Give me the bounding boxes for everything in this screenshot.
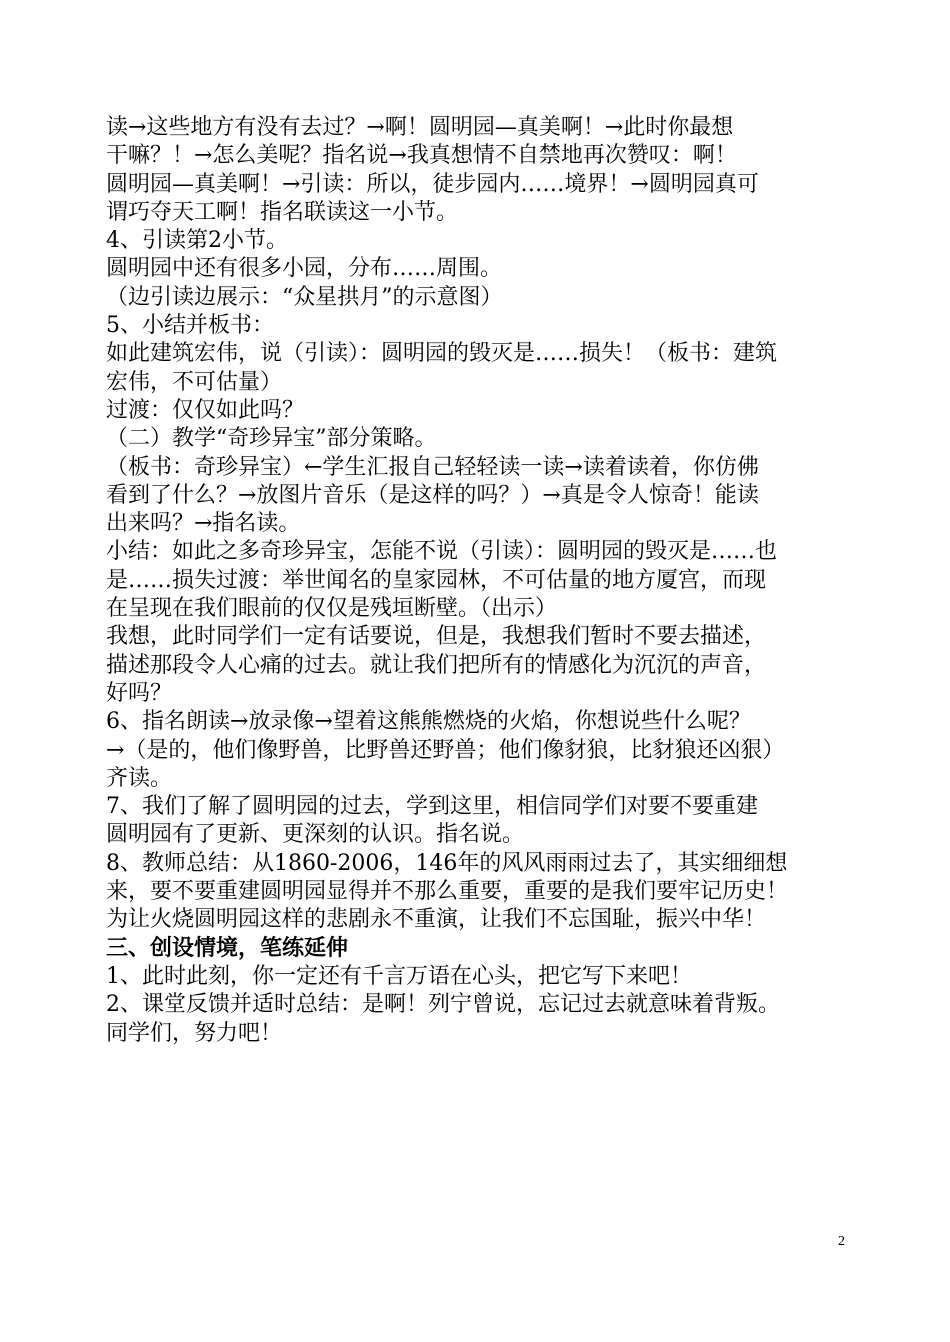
- text-line: 4、引读第2小节。: [106, 228, 288, 254]
- text-line: 好吗？: [106, 680, 173, 706]
- text-line: 宏伟，不可估量）: [106, 369, 283, 395]
- text-line: （二）教学“奇珍异宝”部分策略。: [106, 426, 437, 452]
- text-line: 我想，此时同学们一定有话要说，但是，我想我们暂时不要去描述，: [106, 624, 767, 650]
- text-line: 2、课堂反馈并适时总结：是啊！列宁曾说，忘记过去就意味着背叛。: [106, 992, 780, 1018]
- page-number: 2: [838, 1234, 845, 1249]
- text-line: 看到了什么？→放图片音乐（是这样的吗？）→真是令人惊奇！能读: [106, 482, 759, 508]
- text-line: 小结：如此之多奇珍异宝，怎能不说（引读）：圆明园的毁灭是……也: [106, 539, 778, 565]
- text-line: 如此建筑宏伟，说（引读）：圆明园的毁灭是……损失！（板书：建筑: [106, 341, 778, 367]
- text-line: 出来吗？→指名读。: [106, 511, 301, 537]
- text-line: 5、小结并板书：: [106, 313, 274, 339]
- document-body: [106, 114, 854, 1048]
- text-line: 圆明园有了更新、更深刻的认识。指名说。: [106, 822, 525, 848]
- text-line: →（是的，他们像野兽，比野兽还野兽；他们像豺狼，比豺狼还凶狠）: [106, 737, 785, 763]
- text-line: 谓巧夺天工啊！指名联读这一小节。: [106, 199, 459, 225]
- text-line: 读→这些地方有没有去过？→啊！圆明园—真美啊！→此时你最想: [106, 115, 734, 140]
- text-line: 是……损失过渡：举世闻名的皇家园林，不可估量的地方厦宫，而现: [106, 567, 767, 593]
- text-line: 描述那段令人心痛的过去。就让我们把所有的情感化为沉沉的声音，: [106, 652, 767, 678]
- text-line: （边引读边展示：“众星拱月”的示意图）: [106, 284, 503, 310]
- text-line: 为让火烧圆明园这样的悲剧永不重演，让我们不忘国耻，振兴中华！: [106, 907, 767, 933]
- text-line: 6、指名朗读→放录像→望着这熊熊燃烧的火焰，你想说些什么呢？: [106, 709, 751, 735]
- text-line: 圆明园中还有很多小园，分布……周围。: [106, 256, 503, 282]
- text-line: 8、教师总结：从1860-2006，146年的风风雨雨过去了，其实细细想: [106, 850, 788, 876]
- text-line: 圆明园—真美啊！→引读：所以，徒步园内……境界！→圆明园真可: [106, 171, 759, 197]
- text-line: 1、此时此刻，你一定还有千言万语在心头，把它写下来吧！: [106, 963, 692, 989]
- text-line: 干嘛？！→怎么美呢？指名说→我真想情不自禁地再次赞叹：啊！: [106, 143, 737, 169]
- text-line: 来，要不要重建圆明园显得并不那么重要，重要的是我们要牢记历史！: [106, 879, 789, 905]
- text-line: 在呈现在我们眼前的仅仅是残垣断壁。（出示）: [106, 596, 558, 622]
- section-heading: 三、创设情境，笔练延伸: [106, 935, 349, 961]
- text-line: 同学们，努力吧！: [106, 1020, 283, 1046]
- text-line: （板书：奇珍异宝）←学生汇报自己轻轻读一读→读着读着，你仿佛: [106, 454, 759, 480]
- text-line: 齐读。: [106, 765, 173, 791]
- text-line: 7、我们了解了圆明园的过去，学到这里，相信同学们对要不要重建: [106, 794, 758, 820]
- text-line: 过渡：仅仅如此吗？: [106, 397, 305, 423]
